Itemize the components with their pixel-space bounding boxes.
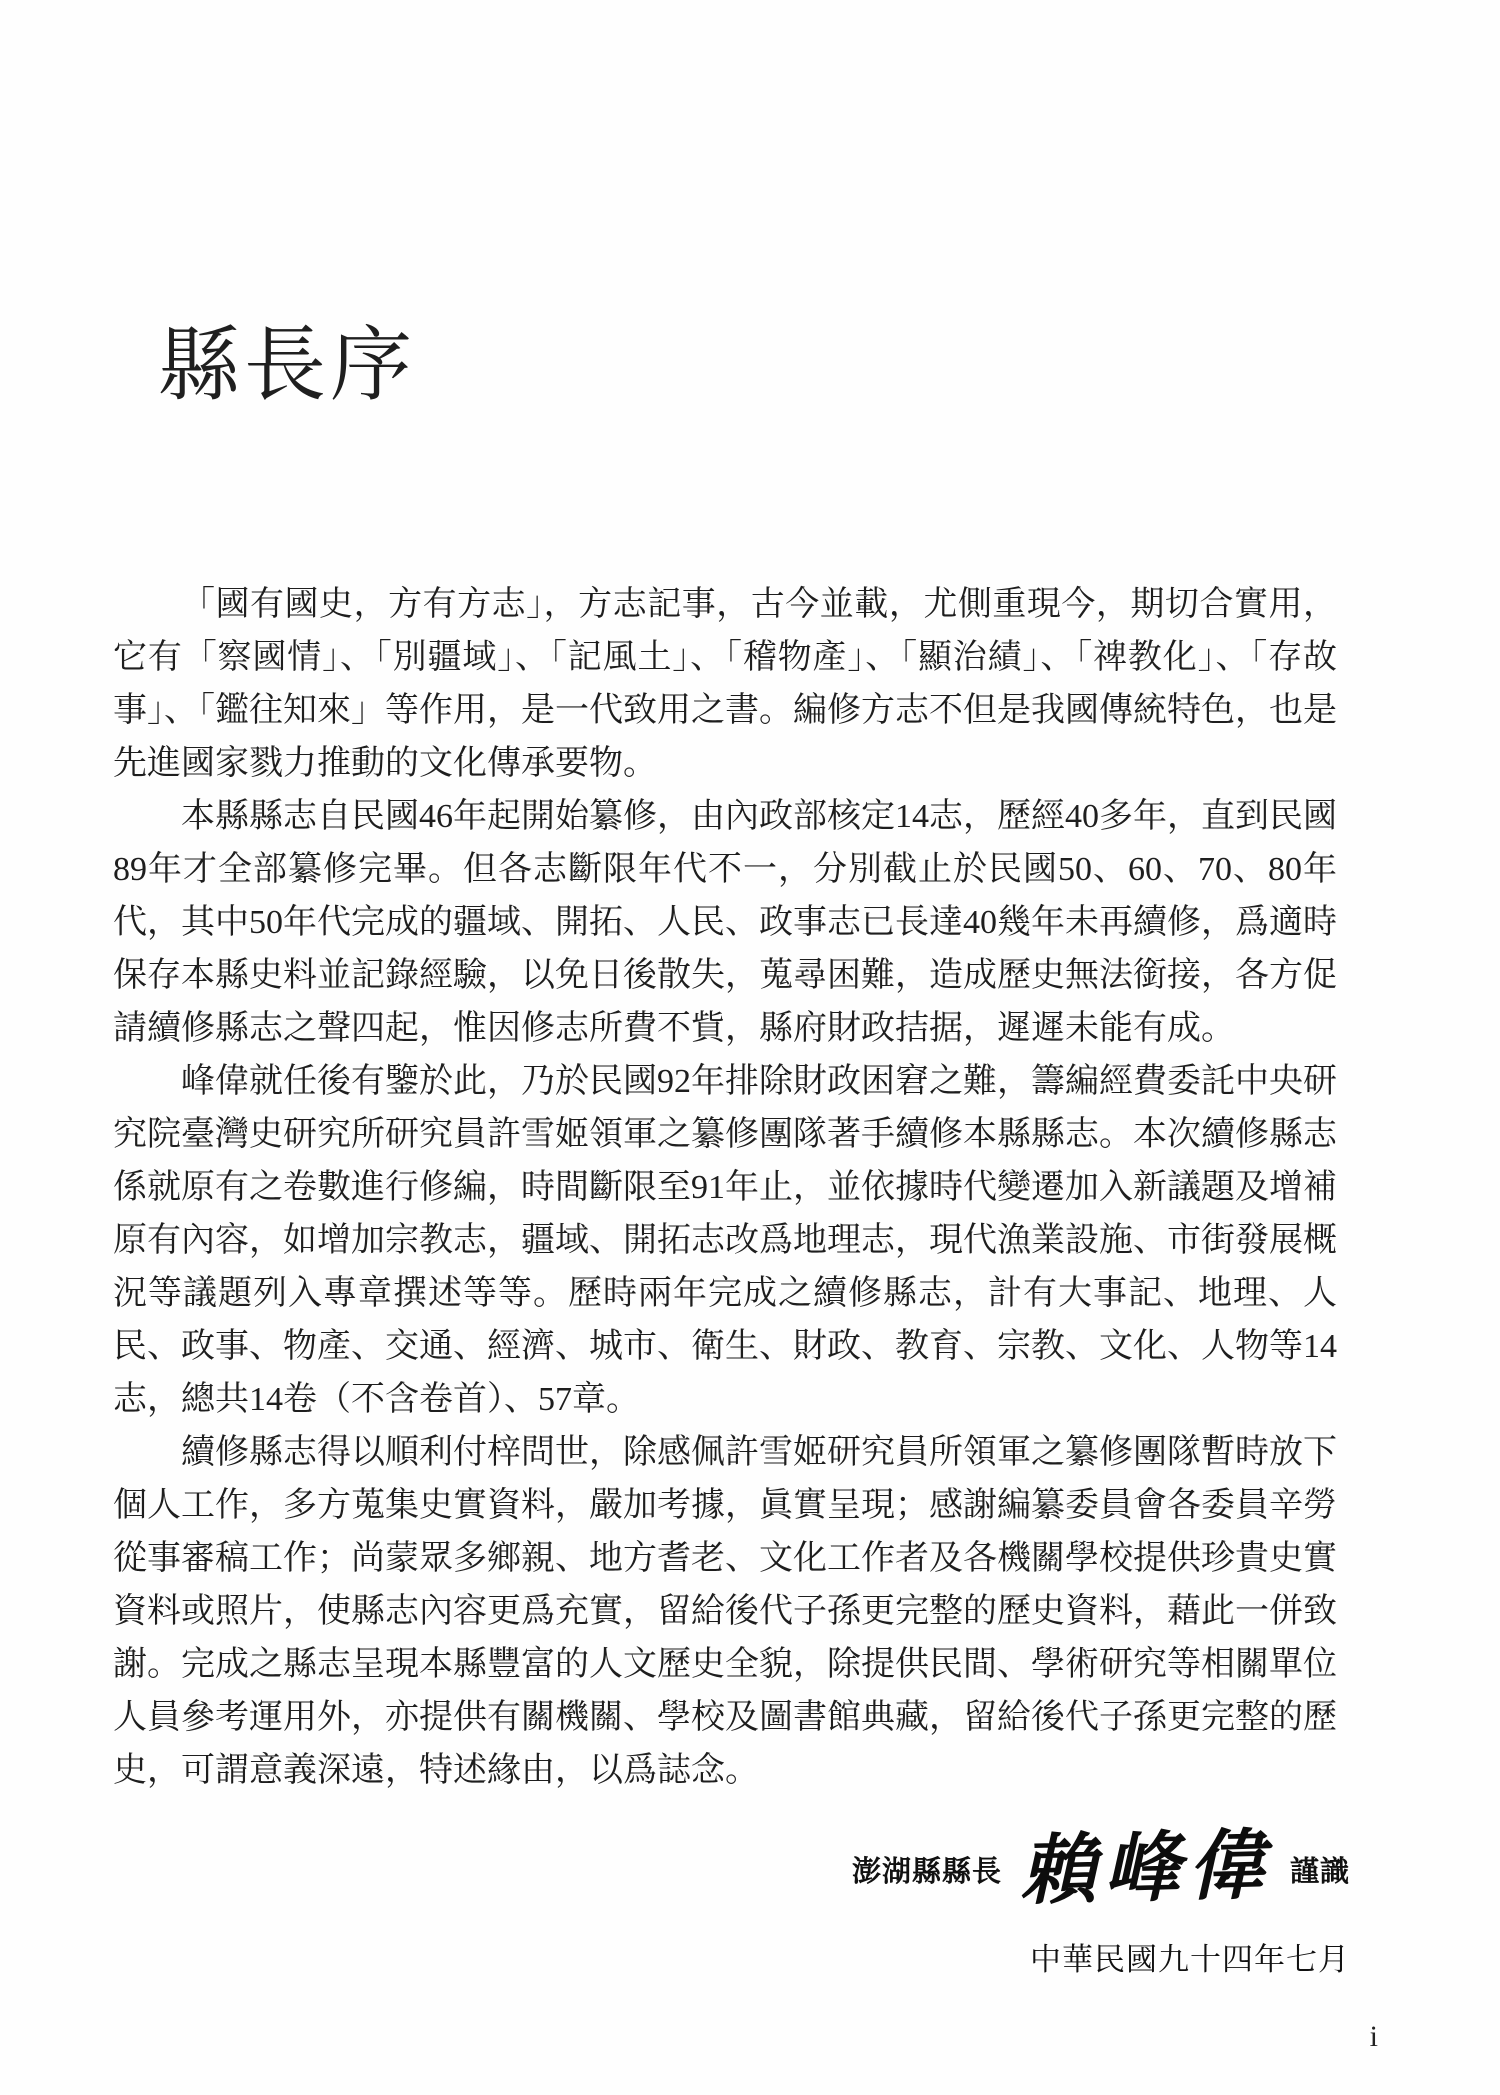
page-number: i: [1369, 2020, 1378, 2053]
signature-closing: 謹識: [1289, 1856, 1350, 1889]
signature-date: 中華民國九十四年七月: [1030, 1942, 1350, 1977]
page-title: 縣長序: [158, 319, 417, 411]
preface-body: [113, 578, 1337, 1797]
preface-paragraph-2: 本縣縣志自民國46年起開始纂修，由內政部核定14志，歷經40多年，直到民國89年才全部纂修完畢。但各志斷限年代不一，分別截止於民國50、60、70、80年代，其中50年代完成的疆域、開拓、人民、政事志已長達40幾年未再續修，爲適時保存本縣史料並記錄經驗，以免日後散失，蒐尋困難，造成歷史無法銜接，各方促請續修縣志之聲四起，惟因修志所費不貲，縣府財政拮据，遲遲未能有成。: [113, 798, 1337, 1047]
signature-block: [851, 1823, 1350, 1915]
preface-paragraph-1: 「國有國史，方有方志」，方志記事，古今並載，尤側重現今，期切合實用，它有「察國情」、「別疆域」、「記風土」、「稽物產」、「顯治績」、「禆教化」、「存故事」、「鑑往知來」等作用，是一代致用之書。編修方志不但是我國傳統特色，也是先進國家戮力推動的文化傳承要物。: [113, 586, 1337, 782]
preface-paragraph-3: 峰偉就任後有鑒於此，乃於民國92年排除財政困窘之難，籌編經費委託中央研究院臺灣史研究所研究員許雪姬領軍之纂修團隊著手續修本縣縣志。本次續修縣志係就原有之卷數進行修編，時間斷限至91年止，並依據時代變遷加入新議題及增補原有內容，如增加宗教志，疆域、開拓志改爲地理志，現代漁業設施、市街發展概況等議題列入專章撰述等等。歷時兩年完成之續修縣志，計有大事記、地理、人民、政事、物產、交通、經濟、城市、衛生、財政、教育、宗教、文化、人物等14志，總共14卷（不含卷首）、57章。: [113, 1063, 1337, 1418]
preface-paragraph-4: 續修縣志得以順利付梓問世，除感佩許雪姬研究員所領軍之纂修團隊暫時放下個人工作，多方蒐集史實資料，嚴加考據，眞實呈現；感謝編纂委員會各委員辛勞從事審稿工作；尚蒙眾多鄉親、地方耆老、文化工作者及各機關學校提供珍貴史實資料或照片，使縣志內容更爲充實，留給後代子孫更完整的歷史資料，藉此一併致謝。完成之縣志呈現本縣豐富的人文歷史全貌，除提供民間、學術研究等相關單位人員參考運用外，亦提供有關機關、學校及圖書館典藏，留給後代子孫更完整的歷史，可謂意義深遠，特述緣由，以爲誌念。: [113, 1434, 1337, 1789]
signature-role: 澎湖縣縣長: [851, 1856, 1002, 1889]
signature-calligraphy-name: 賴峰偉: [1018, 1823, 1274, 1915]
